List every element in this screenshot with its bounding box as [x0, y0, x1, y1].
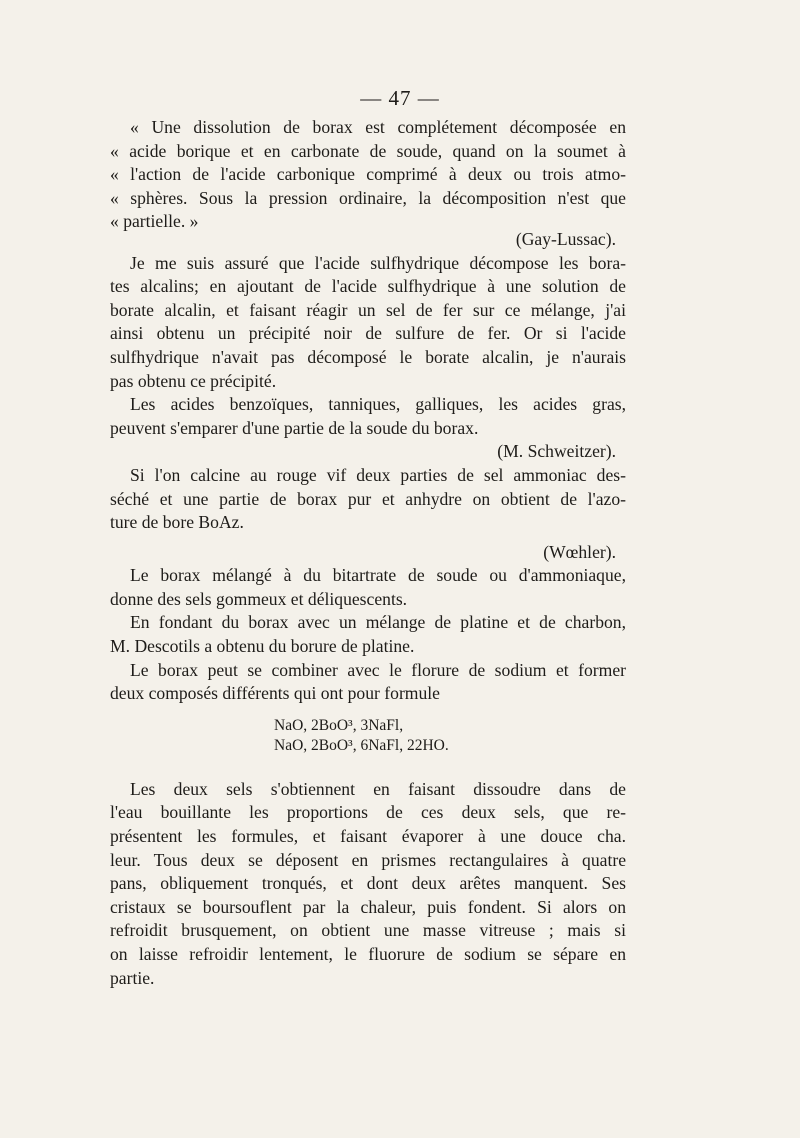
bitartrate-paragraph [110, 564, 626, 611]
text-line: séché et une partie de borax pur et anhydre on obtient de l'azo- [110, 488, 626, 509]
text-line: borate alcalin, et faisant réagir un sel de fer sur ce mélange, j'ai [110, 299, 626, 320]
text-line: partie. [110, 967, 155, 988]
text-line: cristaux se boursouflent par la chaleur, puis fondent. Si alors on [110, 896, 626, 917]
text-line: Les deux sels s'obtiennent en faisant dissoudre dans de [130, 778, 626, 799]
text-line: tes alcalins; en ajoutant de l'acide sulfhydrique à une solution de [110, 276, 626, 297]
text-line: « sphères. Sous la pression ordinaire, la décomposition n'est que [110, 187, 626, 208]
text-line: Si l'on calcine au rouge vif deux parties de sel ammoniac des- [130, 464, 626, 485]
text-line: ture de bore BoAz. [110, 512, 244, 533]
text-line: leur. Tous deux se déposent en prismes rectangulaires à quatre [110, 849, 626, 870]
platine-paragraph [110, 611, 626, 658]
calcine-paragraph [110, 464, 626, 564]
attribution: (Gay-Lussac). [515, 228, 616, 249]
text-line: deux composés différents qui ont pour formule [110, 683, 440, 704]
chemical-formulas [110, 716, 626, 756]
text-line: sulfhydrique n'avait pas décomposé le borate alcalin, je n'aurais [110, 346, 626, 367]
text-line: « l'action de l'acide carbonique comprimé à deux ou trois atmo- [110, 164, 626, 185]
text-line: Je me suis assuré que l'acide sulfhydrique décompose les bora- [130, 252, 626, 273]
attribution: (M. Schweitzer). [497, 441, 616, 462]
attribution: (Wœhler). [543, 541, 616, 562]
formula-line: NaO, 2BoO³, 3NaFl, [274, 716, 404, 734]
text-line: pas obtenu ce précipité. [110, 370, 277, 391]
text-line: donne des sels gommeux et déliquescents. [110, 588, 408, 609]
text-line: on laisse refroidir lentement, le fluorure de sodium se sépare en [110, 944, 626, 964]
text-line: Le borax mélangé à du bitartrate de soude ou d'ammoniaque, [130, 565, 626, 586]
text-line: présentent les formules, et faisant évaporer à une douce cha. [110, 826, 626, 847]
text-line: En fondant du borax avec un mélange de platine et de charbon, [130, 612, 626, 633]
acides-paragraph [110, 393, 626, 464]
text-line: « acide borique et en carbonate de soude, quand on la soumet à [110, 140, 626, 161]
quote-paragraph [110, 116, 626, 252]
text-line: peuvent s'emparer d'une partie de la soude du borax. [110, 417, 479, 438]
text-line: l'eau bouillante les proportions de ces deux sels, que re- [110, 802, 626, 823]
text-line: pans, obliquement tronqués, et dont deux arêtes manquent. Ses [110, 873, 626, 894]
sulfhydrique-paragraph [110, 252, 626, 394]
text-line: « Une dissolution de borax est complétement décomposée en [130, 117, 626, 137]
text-line: M. Descotils a obtenu du borure de platine. [110, 636, 415, 657]
text-line: refroidit brusquement, on obtient une masse vitreuse ; mais si [110, 920, 626, 941]
formula-line: NaO, 2BoO³, 6NaFl, 22HO. [274, 736, 449, 754]
page-body [110, 116, 626, 990]
text-line: ainsi obtenu un précipité noir de sulfure de fer. Or si l'acide [110, 323, 626, 344]
fluorure-paragraph [110, 659, 626, 706]
text-line: Le borax peut se combiner avec le florure de sodium et former [130, 659, 626, 680]
sels-paragraph [110, 778, 626, 990]
text-line: Les acides benzoïques, tanniques, galliques, les acides gras, [130, 394, 626, 415]
text-line: « partielle. » [110, 211, 199, 232]
page-number: — 47 — [360, 86, 440, 110]
